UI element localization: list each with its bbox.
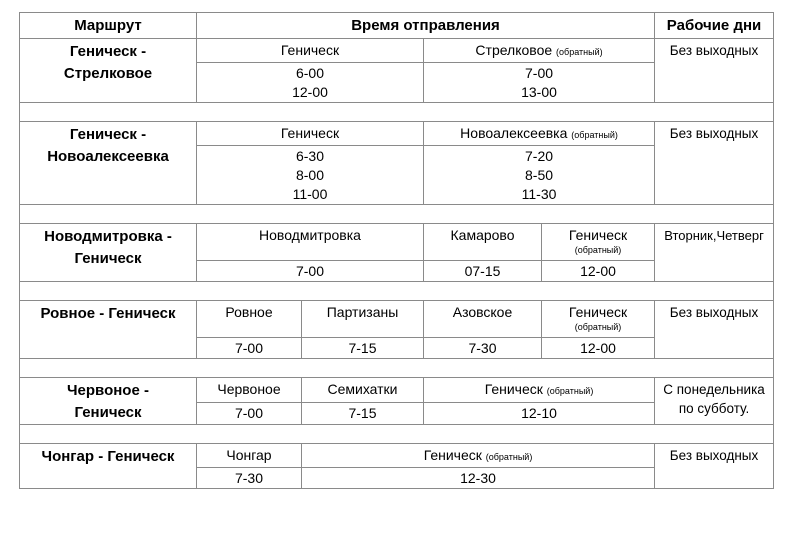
departure-time: 7-30 bbox=[197, 468, 302, 489]
departure-time: 7-00 bbox=[197, 403, 302, 425]
route-row bbox=[20, 444, 774, 468]
route-name: Геническ - Новоалексеевка bbox=[20, 122, 197, 205]
departure-time: 12-10 bbox=[424, 403, 655, 425]
spacer-row bbox=[20, 282, 774, 301]
header-route: Маршрут bbox=[20, 13, 197, 39]
stop-name: Геническ bbox=[197, 122, 424, 146]
departure-time: 12-00 bbox=[542, 338, 655, 359]
stop-name: Камарово bbox=[424, 224, 542, 261]
route-row bbox=[20, 224, 774, 261]
departure-time: 7-30 bbox=[424, 338, 542, 359]
working-days: Вторник,Четверг bbox=[655, 224, 774, 282]
departure-times: 7-20 8-50 11-30 bbox=[424, 146, 655, 205]
spacer-row bbox=[20, 425, 774, 444]
working-days: Без выходных bbox=[655, 39, 774, 103]
schedule-document bbox=[19, 12, 773, 489]
departure-time: 12-30 bbox=[302, 468, 655, 489]
stop-name: Азовское bbox=[424, 301, 542, 338]
stop-name: Геническ (обратный) bbox=[542, 224, 655, 261]
departure-time: 12-00 bbox=[542, 261, 655, 282]
departure-time: 7-00 bbox=[197, 261, 424, 282]
route-name: Ровное - Геническ bbox=[20, 301, 197, 359]
departure-time: 7-15 bbox=[302, 403, 424, 425]
header-departure: Время отправления bbox=[197, 13, 655, 39]
stop-name: Геническ bbox=[197, 39, 424, 63]
departure-times: 6-30 8-00 11-00 bbox=[197, 146, 424, 205]
stop-name: Геническ (обратный) bbox=[302, 444, 655, 468]
departure-time: 07-15 bbox=[424, 261, 542, 282]
departure-times: 6-00 12-00 bbox=[197, 63, 424, 103]
route-name: Червоное - Геническ bbox=[20, 378, 197, 425]
stop-name: Стрелковое (обратный) bbox=[424, 39, 655, 63]
stop-name: Геническ (обратный) bbox=[424, 378, 655, 403]
working-days: С понедельника по субботу. bbox=[655, 378, 774, 425]
stop-name: Червоное bbox=[197, 378, 302, 403]
route-row bbox=[20, 301, 774, 338]
header-row bbox=[20, 13, 774, 39]
route-row bbox=[20, 39, 774, 63]
stop-name: Партизаны bbox=[302, 301, 424, 338]
departure-time: 7-15 bbox=[302, 338, 424, 359]
departure-time: 7-00 bbox=[197, 338, 302, 359]
spacer-row bbox=[20, 205, 774, 224]
stop-name: Чонгар bbox=[197, 444, 302, 468]
working-days: Без выходных bbox=[655, 444, 774, 489]
stop-name: Новодмитровка bbox=[197, 224, 424, 261]
route-name: Геническ - Стрелковое bbox=[20, 39, 197, 103]
stop-name: Семихатки bbox=[302, 378, 424, 403]
route-name: Чонгар - Геническ bbox=[20, 444, 197, 489]
spacer-row bbox=[20, 103, 774, 122]
working-days: Без выходных bbox=[655, 301, 774, 359]
route-name: Новодмитровка - Геническ bbox=[20, 224, 197, 282]
route-row bbox=[20, 122, 774, 146]
stop-name: Новоалексеевка (обратный) bbox=[424, 122, 655, 146]
spacer-row bbox=[20, 359, 774, 378]
working-days: Без выходных bbox=[655, 122, 774, 205]
header-days: Рабочие дни bbox=[655, 13, 774, 39]
route-row bbox=[20, 378, 774, 403]
stop-name: Ровное bbox=[197, 301, 302, 338]
stop-name: Геническ (обратный) bbox=[542, 301, 655, 338]
bus-schedule-table bbox=[19, 12, 774, 489]
departure-times: 7-00 13-00 bbox=[424, 63, 655, 103]
